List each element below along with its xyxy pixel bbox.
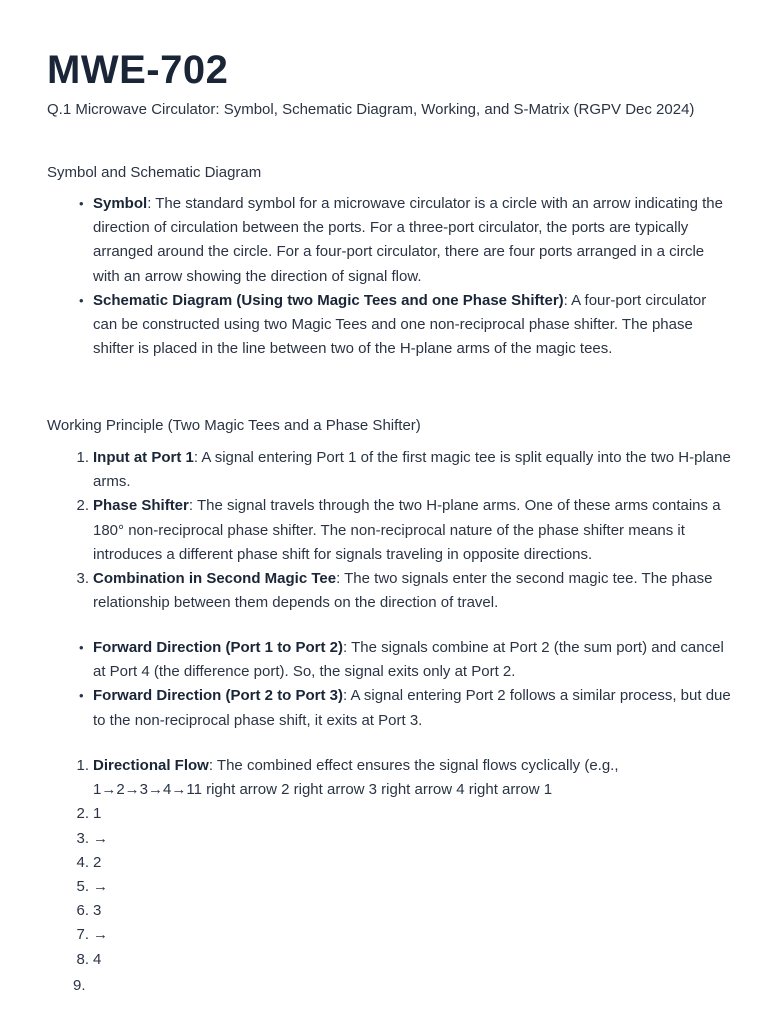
list-item (76, 754, 693, 802)
list-item-text: : A four-port circulator can be constructed using two Magic Tees and one non-reciprocal phase shifter. The phase shifter is placed in the line between two of the H-plane arms of the magic tees. (93, 291, 707, 358)
list-number: 3. (76, 570, 89, 588)
list-item (76, 446, 733, 494)
list-item-text: 4 (93, 950, 102, 968)
working-steps-list (76, 446, 733, 615)
list-item-term: Phase Shifter (93, 497, 189, 515)
list-item-text: : A signal entering Port 2 follows a similar process, but due to the non-reciprocal phase shift, it exits at Port 3. (93, 687, 731, 729)
list-number: 3. (76, 829, 89, 847)
list-item-text: : A signal entering Port 1 of the first magic tee is split equally into the two H-plane arms. (93, 449, 731, 491)
list-number: 4. (76, 853, 89, 871)
document-title: MWE-702 (47, 48, 229, 92)
list-item-text: → (93, 829, 108, 847)
list-item (79, 684, 733, 732)
list-item-text: : The combined effect ensures the signal flows cyclically (e.g., 1→2→3→4→11 right arrow 2 right arrow 3 right arrow 4 right arrow 1 (93, 757, 619, 799)
list-item (76, 827, 693, 851)
list-number: 2. (76, 805, 89, 823)
list-item-text: : The two signals enter the second magic tee. The phase relationship between them depends on the direction of travel. (93, 570, 713, 612)
list-item-term: Forward Direction (Port 1 to Port 2) (93, 639, 344, 656)
list-item-text: : The signal travels through the two H-plane arms. One of these arms contains a 180° non-reciprocal phase shifter. The non-reciprocal nature of the phase shifter means it introduces a different phase shift for signals traveling in opposite directions. (93, 497, 721, 563)
bullet-marker: • (79, 640, 84, 655)
bullet-marker: • (79, 688, 84, 704)
list-item-text: : The signals combine at Port 2 (the sum port) and cancel at Port 4 (the difference port). So, the signal exits only at Port 2. (93, 639, 724, 681)
list-item-text: 3 (93, 902, 102, 920)
list-item-term: Input at Port 1 (93, 449, 194, 466)
list-number: 6. (76, 902, 89, 920)
list-item (76, 802, 693, 826)
list-item-text: : The standard symbol for a microwave circulator is a circle with an arrow indicating the direction of circulation between the ports. For a three-port circulator, the ports are typically arranged around the circle. For a four-port circulator, there are four ports arranged in a circle with an arrow showing the direction of signal flow. (93, 195, 723, 285)
list-number: 1. (76, 449, 89, 466)
bullet-marker: • (79, 196, 84, 211)
document-subtitle: Q.1 Microwave Circulator: Symbol, Schematic Diagram, Working, and S-Matrix (RGPV Dec 2024) (47, 101, 695, 118)
section-heading-symbol: Symbol and Schematic Diagram (47, 164, 262, 181)
list-item-text: 1 (93, 805, 102, 823)
list-item (79, 192, 723, 289)
list-item-term: Combination in Second Magic Tee (93, 570, 337, 588)
list-item-term: Forward Direction (Port 2 to Port 3) (93, 687, 344, 705)
list-number: 1. (76, 757, 89, 774)
list-item (76, 875, 693, 899)
list-number: 8. (76, 950, 89, 968)
list-number: 2. (76, 497, 89, 515)
list-item (76, 923, 693, 947)
list-item (79, 289, 723, 362)
list-item-term: Schematic Diagram (Using two Magic Tees and one Phase Shifter) (93, 291, 564, 309)
list-number: 5. (76, 878, 89, 896)
list-item (76, 494, 733, 567)
flow-list (76, 754, 693, 972)
list-number: 7. (76, 926, 89, 944)
list-item (76, 948, 693, 972)
list-item (76, 899, 693, 923)
list-item-text: 2 (93, 853, 102, 871)
cutoff-list-number: 9. (73, 977, 86, 994)
symbol-list (79, 192, 723, 361)
direction-list (79, 636, 733, 733)
list-item-term: Symbol (93, 195, 148, 212)
list-item-text: → (93, 926, 108, 944)
list-item (76, 567, 733, 615)
list-item-term: Directional Flow (93, 757, 209, 774)
list-item (79, 636, 733, 684)
section-heading-working: Working Principle (Two Magic Tees and a Phase Shifter) (47, 417, 421, 434)
bullet-marker: • (79, 292, 84, 308)
list-item (76, 851, 693, 875)
list-item-text: → (93, 878, 108, 896)
